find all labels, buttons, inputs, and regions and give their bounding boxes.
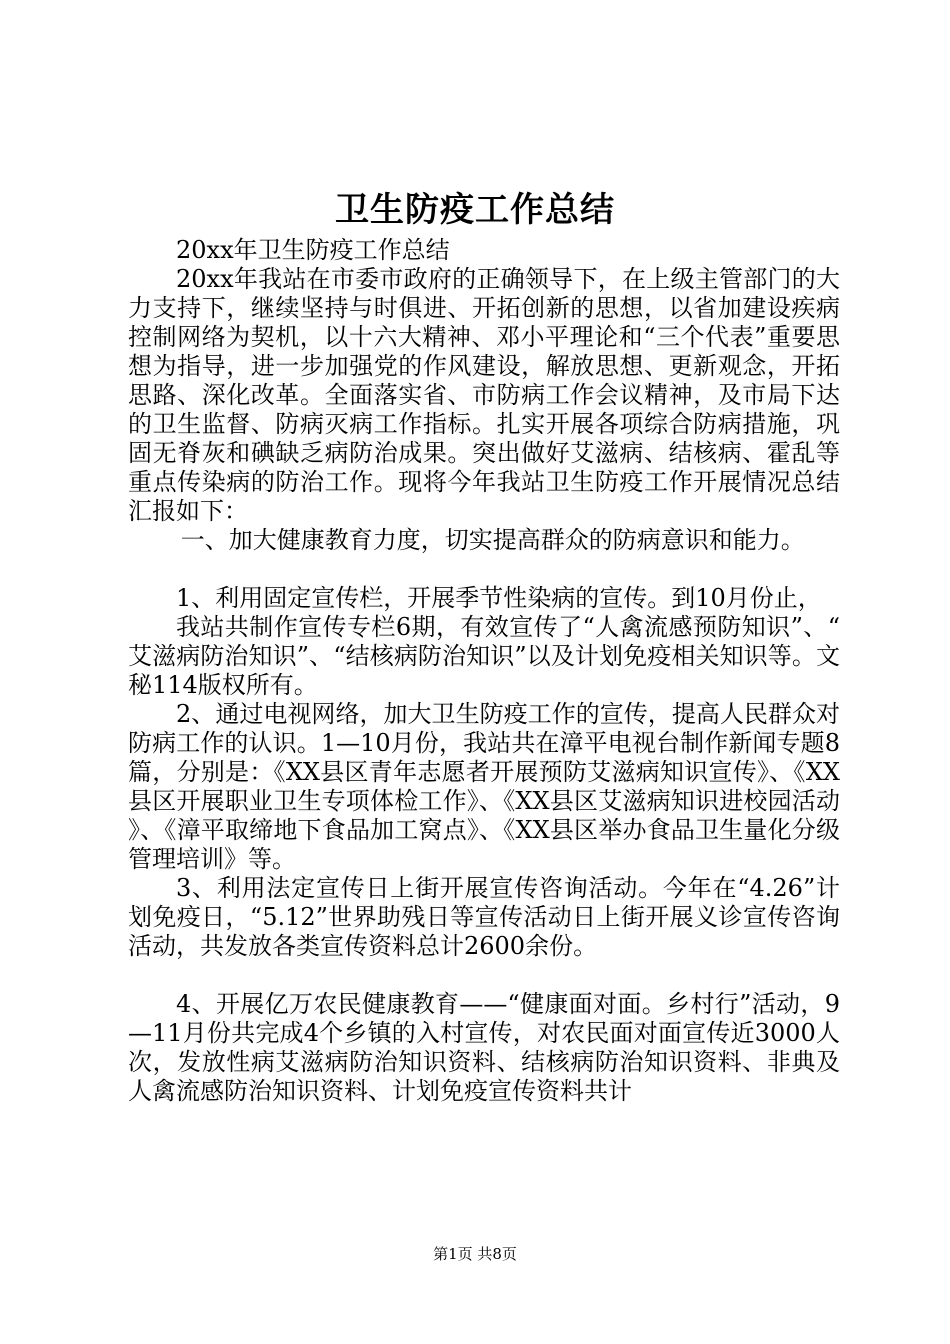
paragraph-item-2: 2、通过电视网络，加大卫生防疫工作的宣传，提高人民群众对防病工作的认识。1—10月份，我站共在漳平电视台制作新闻专题8篇，分别是：《XX县区青年志愿者开展预防艾滋病知识宣传》、《XX县区开展职业卫生专项体检工作》、《XX县区艾滋病知识进校园活动》、《漳平取缔地下食品加工窝点》、《XX县区举办食品卫生量化分级管理培训》等。 xyxy=(128,700,840,873)
paragraph-item-4: 4、开展亿万农民健康教育——“健康面对面。乡村行”活动，9—11月份共完成4个乡镇的入村宣传，对农民面对面宣传近3000人次，发放性病艾滋病防治知识资料、结核病防治知识资料、非典及人禽流感防治知识资料、计划免疫宣传资料共计 xyxy=(128,990,840,1105)
paragraph-item-1: 1、利用固定宣传栏，开展季节性染病的宣传。到10月份止， xyxy=(176,584,822,612)
paragraph-gap xyxy=(128,961,840,990)
paragraph-item-3: 3、利用法定宣传日上街开展宣传咨询活动。今年在“4.26”计划免疫日，“5.12”世界助残日等宣传活动日上街开展义诊宣传咨询活动，共发放各类宣传资料总计2600余份。 xyxy=(128,874,840,960)
paragraph-intro: 20xx年我站在市委市政府的正确领导下，在上级主管部门的大力支持下，继续坚持与时俱进、开拓创新的思想，以省加建设疾病控制网络为契机，以十六大精神、邓小平理论和“三个代表”重要思想为指导，进一步加强党的作风建设，解放思想、更新观念，开拓思路、深化改革。全面落实省、市防病工作会议精神，及市局下达的卫生监督、防病灭病工作指标。扎实开展各项综合防病措施，巩固无脊灰和碘缺乏病防治成果。突出做好艾滋病、结核病、霍乱等重点传染病的防治工作。现将今年我站卫生防疫工作开展情况总结汇报如下： xyxy=(128,265,840,525)
page-title: 卫生防疫工作总结 xyxy=(335,190,615,230)
paragraph-subtitle: 20xx年卫生防疫工作总结 xyxy=(176,236,450,264)
document-body xyxy=(128,236,840,1106)
paragraph-item-1-continued: 我站共制作宣传专栏6期，有效宣传了“人禽流感预防知识”、“艾滋病防治知识”、“结核病防治知识”以及计划免疫相关知识等。文秘114版权所有。 xyxy=(128,613,840,699)
paragraph-gap xyxy=(128,555,840,584)
page-footer: 第1页 共8页 xyxy=(433,1245,517,1263)
section-heading-1: 一、加大健康教育力度，切实提高群众的防病意识和能力。 xyxy=(180,526,805,554)
